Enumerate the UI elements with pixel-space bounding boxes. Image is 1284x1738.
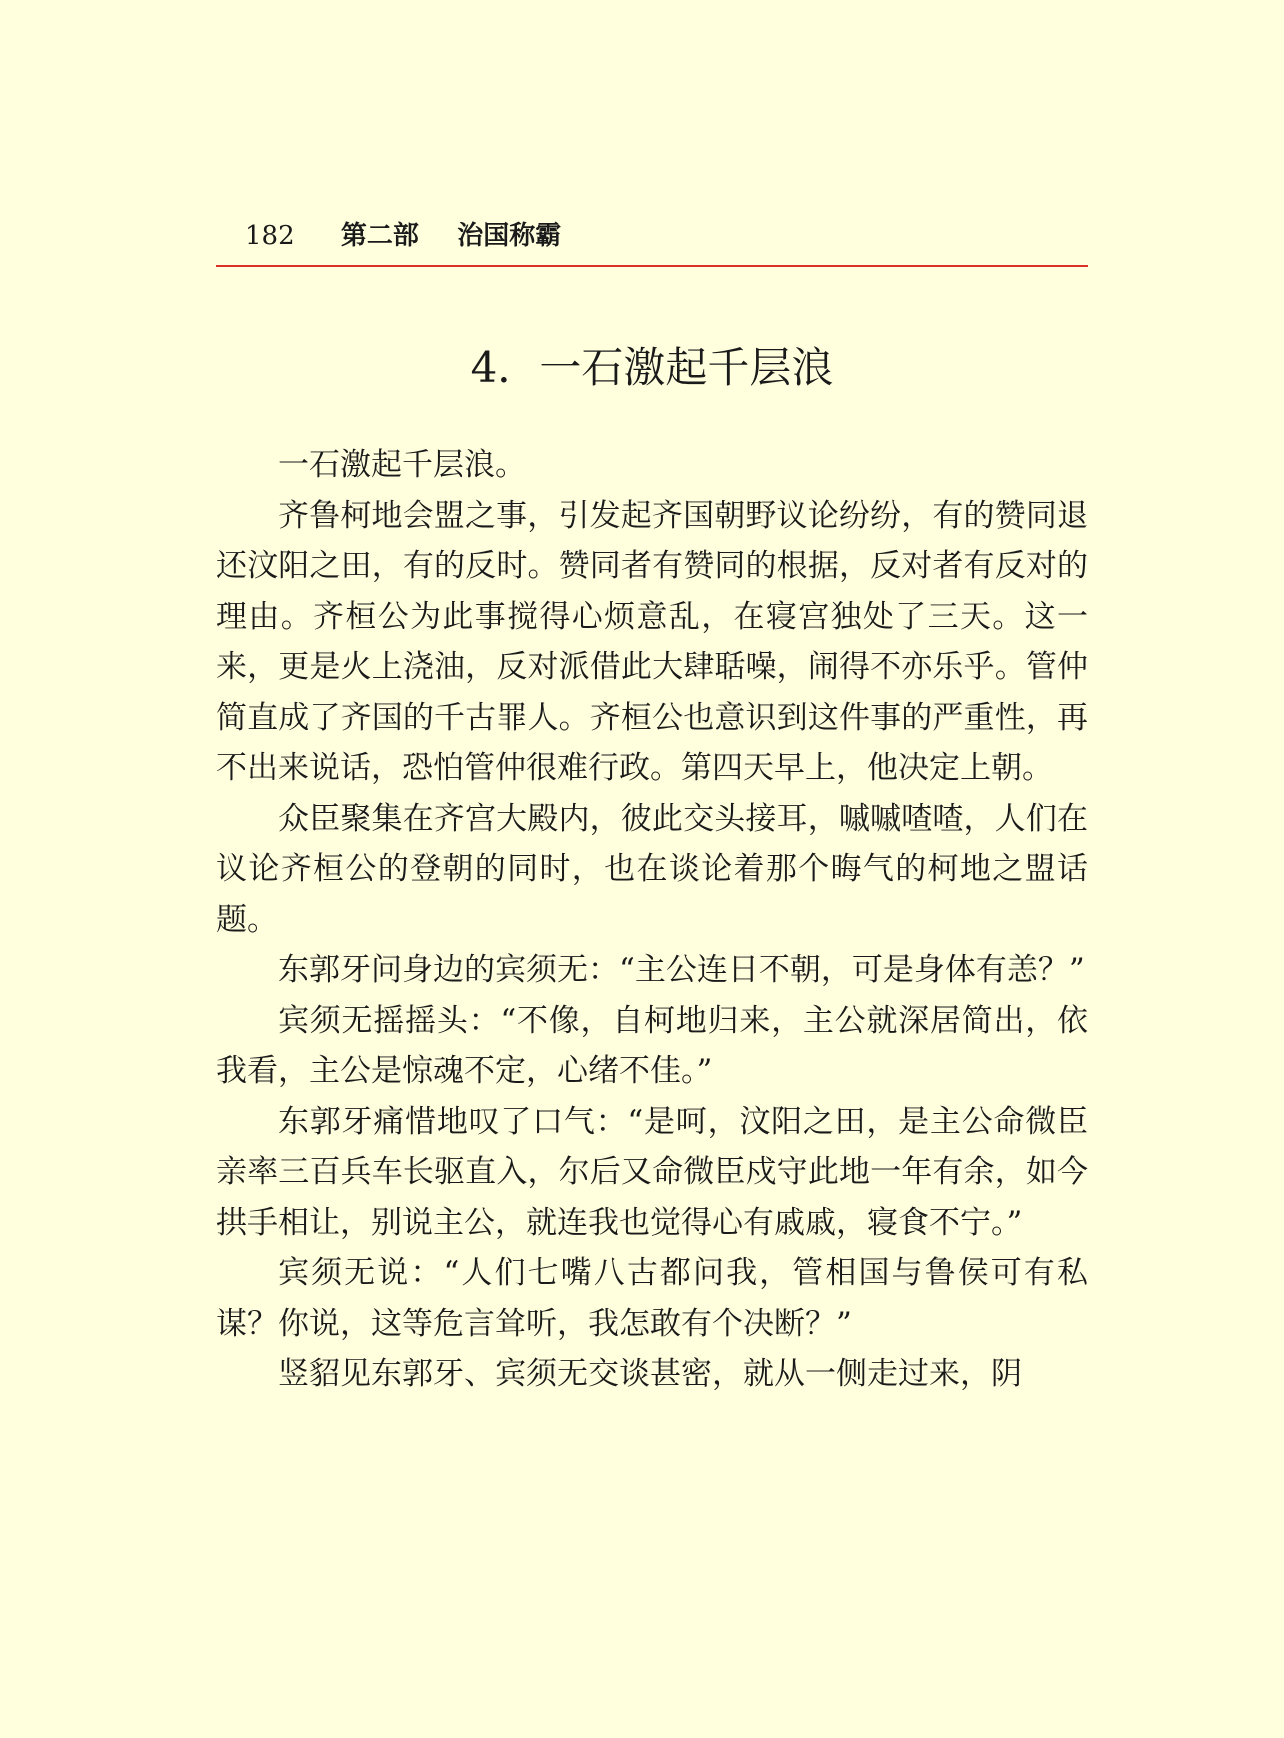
paragraph: 一石激起千层浪。 [278,447,526,483]
chapter-title: 4．一石激起千层浪 [470,343,834,392]
paragraph: 众臣聚集在齐宫大殿内，彼此交头接耳，嘁嘁喳喳，人们在议论齐桓公的登朝的同时，也在谈论着那个晦气的柯地之盟话题。 [216,800,1088,938]
page-number: 182 [245,221,295,251]
paragraph: 东郭牙痛惜地叹了口气：“是呵，汶阳之田，是主公命微臣亲率三百兵车长驱直入，尔后又命微臣戍守此地一年有余，如今拱手相让，别说主公，就连我也觉得心有戚戚，寝食不宁。” [216,1103,1088,1241]
running-head [245,218,561,254]
paragraph: 宾须无摇摇头：“不像，自柯地归来，主公就深居简出，依我看，主公是惊魂不定，心绪不佳。” [216,1002,1088,1089]
part-title: 治国称霸 [457,221,562,251]
paragraph: 东郭牙问身边的宾须无：“主公连日不朝，可是身体有恙？” [278,952,1085,988]
paragraph: 竖貂见东郭牙、宾须无交谈甚密，就从一侧走过来，阴 [278,1356,1022,1392]
paragraph: 宾须无说：“人们七嘴八古都问我，管相国与鲁侯可有私谋？你说，这等危言耸听，我怎敢有个决断？” [216,1255,1088,1342]
body-text [216,440,1088,1400]
paragraph: 齐鲁柯地会盟之事，引发起齐国朝野议论纷纷，有的赞同退还汶阳之田，有的反时。赞同者有赞同的根据，反对者有反对的理由。齐桓公为此事搅得心烦意乱，在寝宫独处了三天。这一来，更是火上浇油，反对派借此大肆聒噪，闹得不亦乐乎。管仲简直成了齐国的千古罪人。齐桓公也意识到这件事的严重性，再不出来说话，恐怕管仲很难行政。第四天早上，他决定上朝。 [216,497,1088,786]
part-label: 第二部 [340,221,419,251]
header-rule [216,265,1088,267]
